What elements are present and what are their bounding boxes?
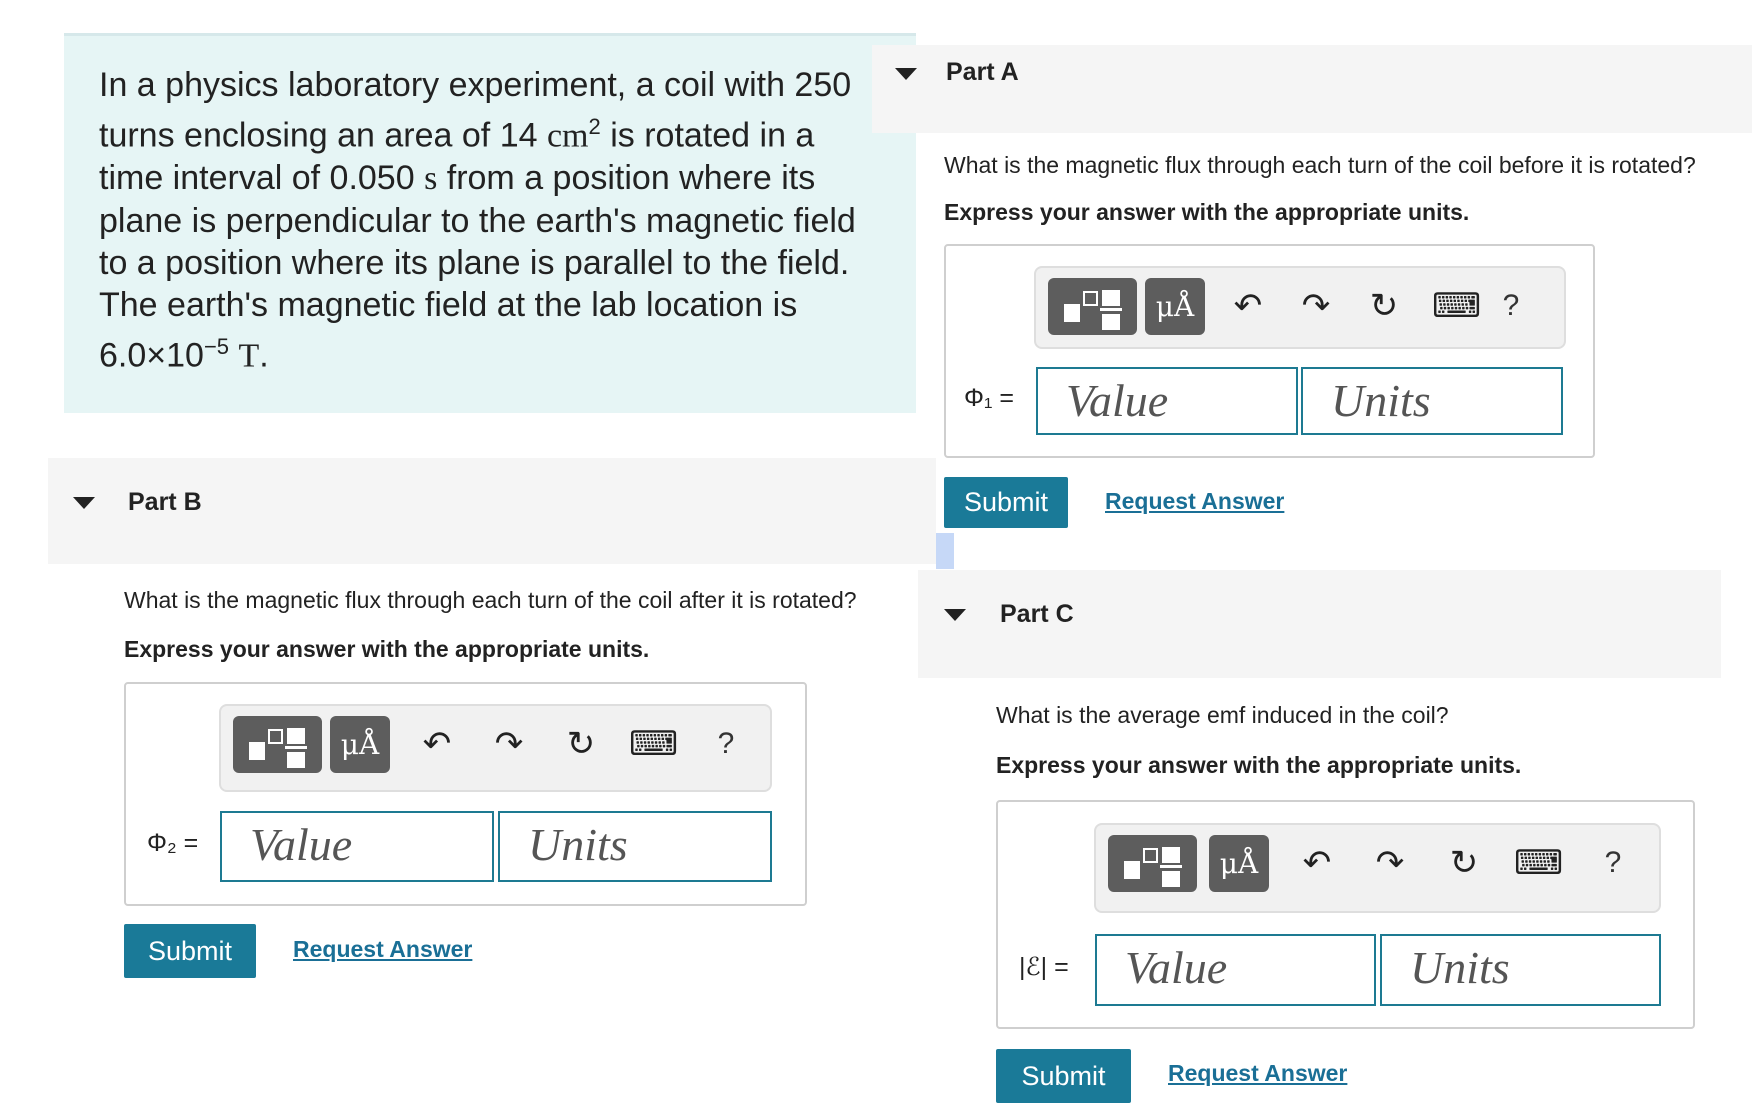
problem-line: turns enclosing an area of 14 [99, 116, 547, 155]
units-button[interactable]: μÅ [330, 716, 390, 773]
part-b-instruction: Express your answer with the appropriate units. [124, 636, 650, 662]
redo-icon[interactable]: ↷ [494, 725, 524, 763]
problem-line: . [259, 336, 269, 375]
help-icon[interactable]: ? [1604, 846, 1622, 879]
fraction-template-icon [1048, 278, 1137, 335]
part-c-title: Part C [1000, 600, 1074, 628]
fraction-template-icon [233, 716, 322, 773]
problem-line: In a physics laboratory experiment, a coil with 250 [99, 66, 852, 104]
templates-button[interactable] [1048, 278, 1137, 335]
templates-button[interactable] [233, 716, 322, 773]
problem-line: plane is perpendicular to the earth's magnetic field [99, 202, 856, 241]
problem-line: to a position where its plane is parallel to the field. [99, 244, 850, 283]
request-answer-link[interactable]: Request Answer [293, 936, 473, 962]
templates-button[interactable] [1108, 835, 1197, 892]
units-button[interactable]: μÅ [1145, 278, 1205, 335]
reset-icon[interactable]: ↻ [1449, 844, 1479, 882]
exponent: −5 [203, 334, 230, 360]
keyboard-icon[interactable]: ⌨ [1514, 844, 1564, 882]
problem-line: is rotated in a [600, 116, 815, 155]
units-button[interactable]: μÅ [1209, 835, 1269, 892]
undo-icon[interactable]: ↶ [1233, 287, 1263, 325]
problem-line: time interval of 0.050 [99, 159, 425, 198]
submit-button[interactable]: Submit [944, 477, 1068, 528]
submit-button[interactable]: Submit [996, 1049, 1131, 1103]
value-input[interactable]: Value [220, 811, 494, 882]
part-a-question: What is the magnetic flux through each turn of the coil before it is rotated? [944, 152, 1696, 178]
problem-line: 6.0×10 [99, 336, 204, 375]
problem-line: from a position where its [437, 159, 816, 198]
problem-line: The earth's magnetic field at the lab location is [99, 286, 798, 325]
part-c-instruction: Express your answer with the appropriate units. [996, 752, 1522, 778]
part-c-question: What is the average emf induced in the coil? [996, 702, 1449, 728]
math-toolbar [219, 704, 772, 792]
units-input[interactable]: Units [1380, 934, 1661, 1006]
units-input[interactable]: Units [498, 811, 772, 882]
variable-label: Φ₁ = [964, 384, 1014, 412]
fraction-template-icon [1108, 835, 1197, 892]
part-c-answer-box [996, 800, 1695, 1029]
problem-text [99, 64, 879, 378]
reset-icon[interactable]: ↻ [1369, 287, 1399, 325]
exponent: 2 [588, 114, 601, 139]
value-input[interactable]: Value [1036, 367, 1298, 435]
unit-s: s [424, 160, 438, 198]
problem-statement [64, 33, 916, 413]
collapse-caret-icon[interactable] [944, 609, 966, 621]
collapse-caret-icon[interactable] [73, 497, 95, 509]
part-b-question: What is the magnetic flux through each turn of the coil after it is rotated? [124, 587, 857, 613]
keyboard-icon[interactable]: ⌨ [1432, 287, 1482, 325]
part-b-title: Part B [128, 488, 202, 516]
unit-tesla: T [238, 337, 260, 375]
variable-label: Φ₂ = [147, 829, 199, 857]
collapse-caret-icon[interactable] [895, 68, 917, 80]
math-toolbar [1094, 823, 1661, 913]
submit-button[interactable]: Submit [124, 924, 256, 978]
redo-icon[interactable]: ↷ [1375, 844, 1405, 882]
redo-icon[interactable]: ↷ [1301, 287, 1331, 325]
reset-icon[interactable]: ↻ [566, 725, 596, 763]
part-b-answer-box [124, 682, 807, 906]
part-a-instruction: Express your answer with the appropriate units. [944, 199, 1470, 225]
request-answer-link[interactable]: Request Answer [1105, 488, 1285, 514]
unit-cm: cm [546, 117, 589, 155]
math-toolbar [1034, 266, 1566, 349]
undo-icon[interactable]: ↶ [1302, 844, 1332, 882]
selection-marker [936, 533, 954, 569]
part-a-title: Part A [946, 58, 1019, 86]
help-icon[interactable]: ? [717, 727, 735, 760]
units-input[interactable]: Units [1301, 367, 1563, 435]
value-input[interactable]: Value [1095, 934, 1376, 1006]
request-answer-link[interactable]: Request Answer [1168, 1060, 1348, 1086]
keyboard-icon[interactable]: ⌨ [629, 725, 679, 763]
undo-icon[interactable]: ↶ [422, 725, 452, 763]
variable-label: |ℰ| = [1019, 953, 1069, 981]
part-a-answer-box [944, 244, 1595, 458]
help-icon[interactable]: ? [1502, 289, 1520, 322]
